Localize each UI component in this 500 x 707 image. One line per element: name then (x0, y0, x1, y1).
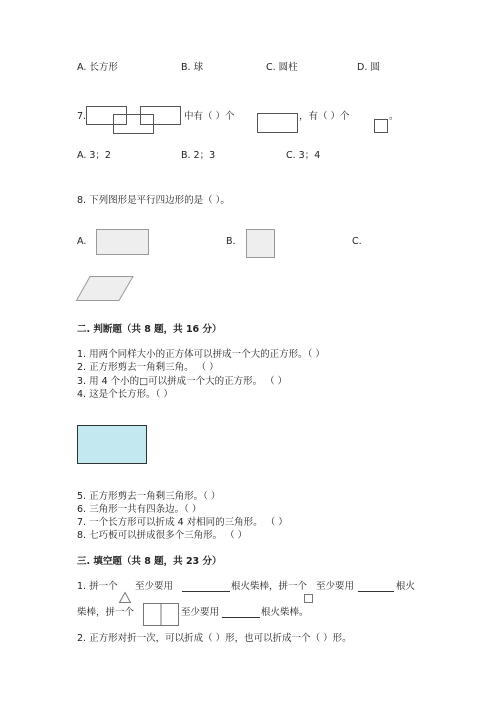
option-d: D. 圆 (357, 62, 380, 73)
answer-blank-1[interactable] (182, 581, 230, 592)
q7-number: 7. (77, 111, 87, 122)
q7-option-b: B. 2；3 (181, 150, 216, 161)
section3-heading: 三. 填空题（共 8 题，共 23 分） (77, 556, 222, 567)
small-square-shape (374, 119, 388, 133)
q7-option-c: C. 3；4 (286, 150, 321, 161)
judge-item-8: 8. 七巧板可以拼成很多个三角形。 （ ） (77, 530, 248, 541)
gray-rectangle-shape (96, 229, 149, 255)
answer-blank-3[interactable] (222, 607, 260, 618)
cyan-rectangle-shape (77, 425, 147, 464)
fill-q1-part2: 至少要用 (135, 581, 174, 592)
q7-text-1: 中有（ ）个 (184, 111, 235, 122)
q8-question: 8. 下列图形是平行四边形的是（ ）。 (77, 195, 230, 206)
fill-q2: 2. 正方形对折一次，可以折成（ ）形，也可以折成一个（ ）形。 (77, 633, 352, 644)
judge-item-5: 5. 正方形剪去一角剩三角形。（ ） (77, 491, 221, 502)
small-square-shape (304, 594, 313, 603)
option-b: B. 球 (181, 62, 204, 73)
option-a: A. 长方形 (77, 62, 118, 73)
q7-text-2: ，有（ ）个 (299, 111, 350, 122)
q8-option-b: B. (226, 236, 236, 247)
fill-q1-part7: 至少要用 (181, 607, 220, 618)
answer-blank-2[interactable] (358, 581, 394, 592)
triangle-shape (119, 592, 131, 603)
judge-item-3: 3. 用 4 个小的□可以拼成一个大的正方形。 （ ） (77, 376, 288, 387)
rectangle-shape (257, 113, 298, 133)
fill-q1-part8: 根火柴棒。 (261, 607, 309, 618)
judge-item-1: 1. 用两个同样大小的正方体可以拼成一个大的正方形。（ ） (77, 349, 325, 360)
q7-end: 。 (389, 111, 399, 122)
judge-item-6: 6. 三角形一共有四条边。（ ） (77, 504, 202, 515)
judge-item-2: 2. 正方形剪去一角剩三角。 （ ） (77, 362, 219, 373)
two-squares-shape (143, 603, 179, 627)
gray-square-shape (246, 229, 275, 258)
q8-option-c: C. (352, 236, 362, 247)
judge-item-7: 7. 一个长方形可以折成 4 对相同的三角形。 （ ） (77, 517, 288, 528)
option-c: C. 圆柱 (266, 62, 298, 73)
section2-heading: 二. 判断题（共 8 题，共 16 分） (77, 324, 222, 335)
judge-item-4: 4. 这是个长方形。（ ） (77, 389, 173, 400)
fill-q1-part5: 根火 (396, 581, 416, 592)
fill-q1-part1: 1. 拼一个 (77, 581, 118, 592)
q7-option-a: A. 3；2 (77, 150, 111, 161)
q8-option-a: A. (77, 236, 87, 247)
fill-q1-part6: 柴棒，拼一个 (77, 607, 135, 618)
fill-q1-part4: 至少要用 (316, 581, 355, 592)
parallelogram-shape (76, 276, 134, 301)
fill-q1-part3: 根火柴棒，拼一个 (231, 581, 308, 592)
overlapping-rectangles-figure (86, 106, 182, 136)
